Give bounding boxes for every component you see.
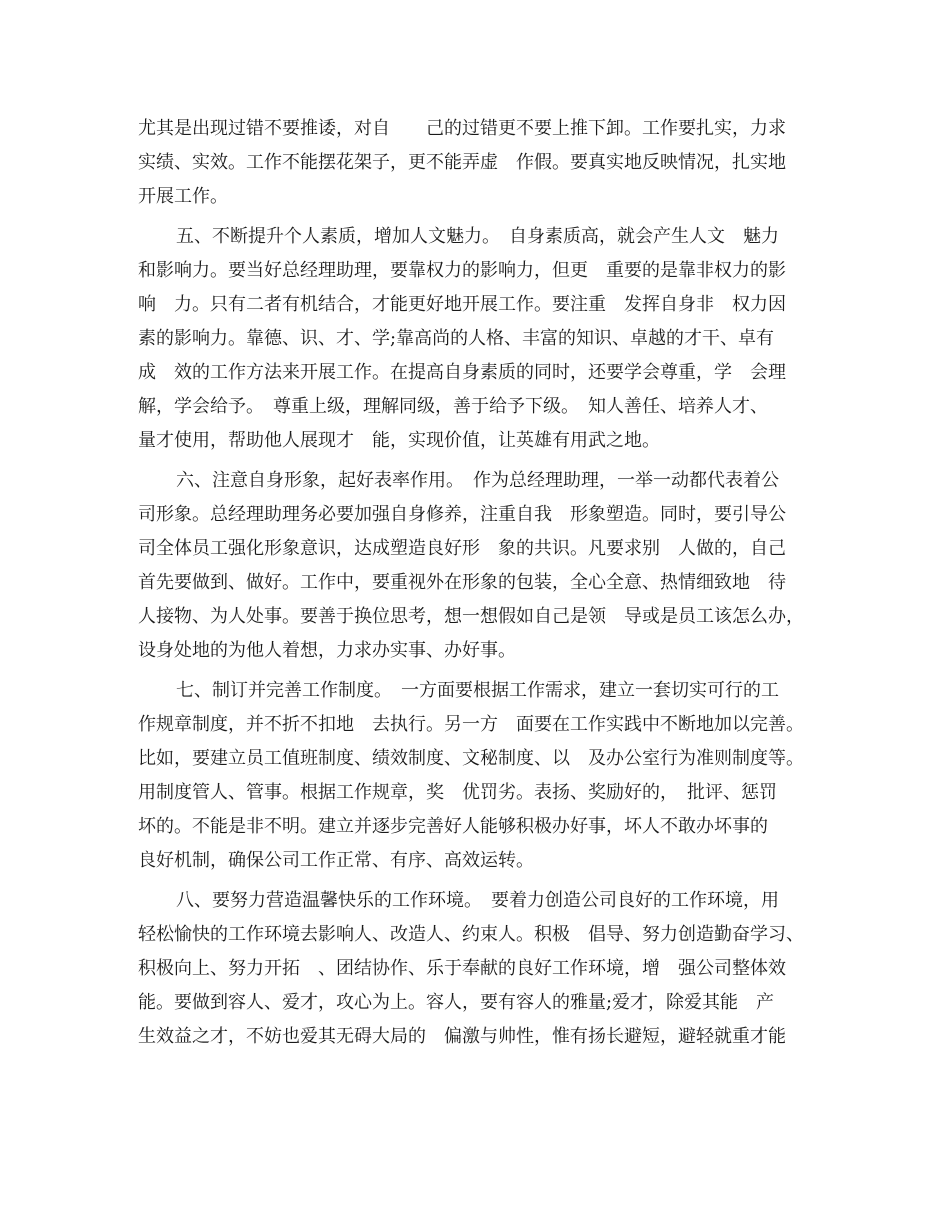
text-line: 开展工作。 xyxy=(138,186,228,207)
text-line: 积极向上、努力开拓 、团结协作、乐于奉献的良好工作环境，增 强公司整体效 xyxy=(138,958,786,979)
text-line: 设身处地的为他人着想，力求办实事、办好事。 xyxy=(138,640,516,661)
text-line: 响 力。只有二者有机结合，才能更好地开展工作。要注重 发挥自身非 权力因 xyxy=(138,294,786,315)
text-line: 成 效的工作方法来开展工作。在提高自身素质的同时，还要学会尊重，学 会理 xyxy=(138,362,786,383)
text-line: 生效益之才，不妨也爱其无碍大局的 偏激与帅性，惟有扬长避短，避轻就重才能 xyxy=(138,1026,786,1047)
text-line: 司形象。总经理助理务必要加强自身修养，注重自我 形象塑造。同时，要引导公 xyxy=(138,504,786,525)
text-line: 用制度管人、管事。根据工作规章，奖 优罚劣。表扬、奖励好的， 批评、惩罚 xyxy=(138,782,777,803)
text-line: 量才使用，帮助他人展现才 能，实现价值，让英雄有用武之地。 xyxy=(138,430,660,451)
paragraph-heading-line: 五、不断提升个人素质，增加人文魅力。 自身素质高，就会产生人文 魅力 xyxy=(176,226,779,247)
paragraph-heading-line: 六、注意自身形象，起好表率作用。 作为总经理助理，一举一动都代表着公 xyxy=(176,470,779,491)
text-line: 人接物、为人处事。要善于换位思考，想一想假如自己是领 导或是员工该怎么办， xyxy=(138,606,804,627)
text-line: 作规章制度，并不折不扣地 去执行。另一方 面要在工作实践中不断地加以完善。 xyxy=(138,714,804,735)
text-line: 坏的。不能是非不明。建立并逐步完善好人能够积极办好事，坏人不敢办坏事的 xyxy=(138,816,768,837)
text-line: 轻松愉快的工作环境去影响人、改造人、约束人。积极 倡导、努力创造勤奋学习、 xyxy=(138,924,804,945)
text-line: 尤其是出现过错不要推诿，对自 己的过错更不要上推下卸。工作要扎实，力求 xyxy=(138,118,786,139)
text-line: 素的影响力。靠德、识、才、学;靠高尚的人格、丰富的知识、卓越的才干、卓有 xyxy=(138,328,775,349)
text-line: 比如，要建立员工值班制度、绩效制度、文秘制度、以 及办公室行为准则制度等。 xyxy=(138,748,804,769)
text-line: 能。要做到容人、爱才，攻心为上。容人，要有容人的雅量;爱才，除爱其能 产 xyxy=(138,992,775,1013)
text-line: 良好机制，确保公司工作正常、有序、高效运转。 xyxy=(138,850,534,871)
text-line: 首先要做到、做好。工作中，要重视外在形象的包装，全心全意、热情细致地 待 xyxy=(138,572,786,593)
text-line: 实绩、实效。工作不能摆花架子，更不能弄虚 作假。要真实地反映情况，扎实地 xyxy=(138,152,786,173)
paragraph-heading-line: 七、制订并完善工作制度。 一方面要根据工作需求，建立一套切实可行的工 xyxy=(176,680,779,701)
text-line: 解，学会给予。 尊重上级，理解同级，善于给予下级。 知人善任、培养人才、 xyxy=(138,396,768,417)
paragraph-heading-line: 八、要努力营造温馨快乐的工作环境。 要着力创造公司良好的工作环境，用 xyxy=(176,890,779,911)
text-line: 司全体员工强化形象意识，达成塑造良好形 象的共识。凡要求别 人做的，自己 xyxy=(138,538,786,559)
text-line: 和影响力。要当好总经理助理，要靠权力的影响力，但更 重要的是靠非权力的影 xyxy=(138,260,786,281)
